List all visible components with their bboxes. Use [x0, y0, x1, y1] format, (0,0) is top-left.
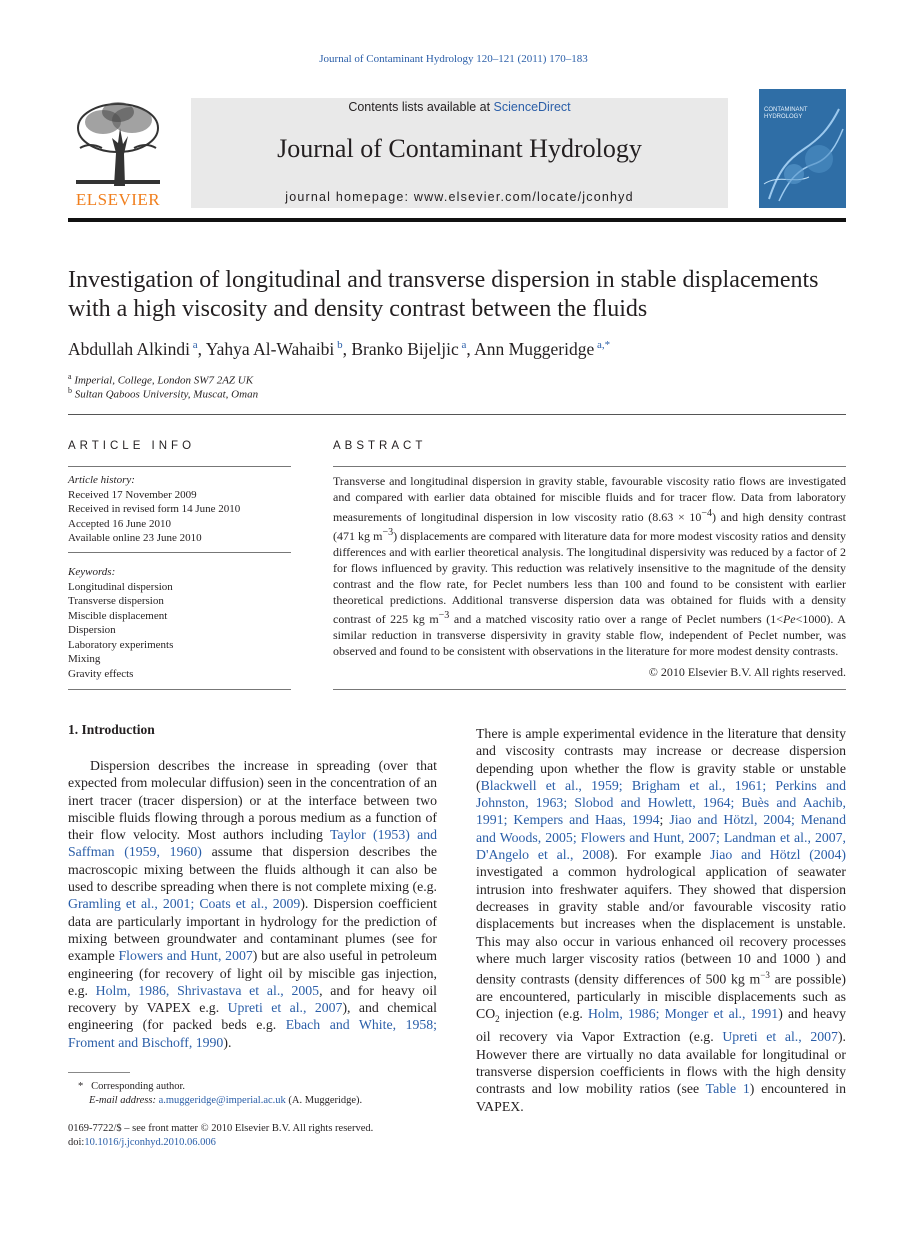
paragraph	[476, 725, 846, 1115]
citation-link[interactable]: Holm, 1986, Shrivastava et al., 2005	[95, 982, 320, 998]
subscript: 2	[495, 1014, 500, 1025]
body-text: injection (e.g.	[499, 1006, 588, 1022]
body-column-left	[68, 757, 437, 1051]
keyword-item: Laboratory experiments	[68, 638, 174, 651]
affiliation-marker[interactable]: b	[334, 339, 343, 352]
front-matter-line: 0169-7722/$ – see front matter © 2010 Elsevier B.V. All rights reserved.	[68, 1123, 374, 1134]
body-text: ).	[223, 1034, 232, 1050]
body-text: ;	[659, 812, 670, 828]
body-text: ). For example	[609, 847, 711, 863]
journal-citation[interactable]: Journal of Contaminant Hydrology 120–121 (2011) 170–183	[319, 53, 588, 65]
author-name: Yahya Al-Wahaibi	[205, 339, 335, 359]
affiliation-marker[interactable]: a	[458, 339, 467, 352]
article-title: Investigation of longitudinal and transverse dispersion in stable displacements with a high viscosity and density contrast between the fluids	[68, 267, 819, 322]
history-item: Received in revised form 14 June 2010	[68, 503, 241, 515]
affiliation-marker[interactable]: a	[190, 339, 198, 352]
title-divider	[68, 414, 846, 415]
body-text: ) and heavy oil recovery via Vapor Extraction (e.g.	[476, 1006, 846, 1045]
elsevier-wordmark: ELSEVIER	[75, 190, 161, 209]
journal-cover	[759, 89, 846, 208]
body-text: ), and chemical engineering (for packed beds e.g.	[68, 1000, 438, 1033]
citation-link[interactable]: Gramling et al., 2001; Coats et al., 2009	[68, 896, 301, 912]
contents-line: Contents lists available at ScienceDirect	[348, 100, 571, 114]
superscript: −3	[760, 970, 770, 981]
affiliation-a: $^a$ Imperial, College, London SW7 2AZ UK	[68, 372, 254, 387]
body-text: assume that dispersion describes the macroscopic mixing between the fluids although it can also be used to describe spreading when there is not complete mixing (e.g.	[68, 844, 437, 895]
doi-line: doi:10.1016/j.jconhyd.2010.06.006	[68, 1137, 216, 1148]
abstract-bottom-rule	[333, 689, 846, 690]
author-list	[68, 339, 610, 360]
author-name: Ann Muggeridge	[474, 339, 595, 359]
body-text: investigated a common hydrological application of seawater intrusion into freshwater aquifers. They showed that dispersion decreases in gravity stable and/or favourable viscosity ratio displacements but increases when the displacement is unstable. This may also occur in various enhanced oil recovery processes where much larger viscosity ratios (between 10 and 1000 ) and density contrasts (density differences of 500 kg m	[476, 864, 846, 987]
history-item: Received 17 November 2009	[68, 488, 197, 501]
keyword-item: Dispersion	[68, 624, 116, 636]
abstract-heading: ABSTRACT	[333, 440, 427, 452]
history-item: Accepted 16 June 2010	[68, 517, 171, 530]
author-name: Branko Bijeljic	[351, 339, 459, 359]
keyword-item: Miscible displacement	[68, 609, 168, 622]
body-text: Dispersion describes the increase in spreading (over that expected from molecular diffusion) seen in the concentration of an inert tracer (tracer dispersion) or at the interface between two miscible fluids flowing through a porous medium as a function of their flow velocity. Most authors including	[68, 758, 437, 843]
copyright-notice: © 2010 Elsevier B.V. All rights reserved.	[648, 665, 846, 679]
abstract-body: Transverse and longitudinal dispersion in gravity stable, favourable viscosity ratio flows are investigated and compared with earlier data obtained for miscible fluids and for tracer flow. Data from laboratory measurements of longitudinal dispersion in low viscosity ratio $(8.63 \times 10^{-4})$ and high density contrast (471 kg $m^{-3}$) displacements are compared with literature data for more modest viscosity ratios and density differences and with earlier theoretical analysis. The longitudinal dispersivity was reduced by a factor of 2 for flows influenced by gravity. This reduction was relatively insensitive to the magnitude of the density contrast and the flow rate, for Peclet numbers less than 100 and found to be consistent with earlier theoretical predictions. Additional transverse dispersion data was obtained for fluids with a density contrast of 225 kg $m^{-3}$ and a matched viscosity ratio over a range of Peclet numbers (1<Pe<1000). A similar reduction in transverse dispersivity in gravity stable flow, independent of Peclet number, was observed and found to be consistent with observations in the literature for more modest density contrasts.	[333, 474, 846, 658]
article-history: Article history: Received 17 November 2009 Received in revised form 14 June 2010 Accepted 16 June 2010 Available online 23 June 2010	[68, 474, 241, 544]
header-rule	[68, 218, 846, 222]
email-link[interactable]: a.muggeridge@imperial.ac.uk	[158, 1095, 286, 1106]
keywords: Keywords: Longitudinal dispersion Transverse dispersion Miscible displacement Dispersion Laboratory experiments Mixing Gravity effects	[68, 566, 174, 680]
history-item: Available online 23 June 2010	[68, 532, 202, 544]
affiliation-marker[interactable]: a,*	[594, 339, 611, 352]
citation-link[interactable]: Upreti et al., 2007	[227, 1000, 343, 1016]
citation-link[interactable]: Holm, 1986; Monger et al., 1991	[587, 1006, 779, 1022]
elsevier-logo	[68, 98, 168, 210]
author-separator: ,	[197, 339, 206, 359]
body-text: There is ample experimental evidence in the literature that density and viscosity contrasts may increase or decrease dispersion depending upon whether the flow is gravity stable or unstable (	[476, 726, 846, 793]
citation-link[interactable]: Table 1	[705, 1081, 750, 1097]
body-text: , and for heavy oil recovery by VAPEX e.g.	[68, 982, 438, 1016]
journal-homepage: journal homepage: www.elsevier.com/locate/jconhyd	[285, 190, 634, 204]
footnote-rule	[68, 1072, 130, 1073]
body-text: ) but are also useful in petroleum engineering (for recovery of light oil by miscible gas injection, e.g.	[68, 948, 437, 998]
doi-link[interactable]: 10.1016/j.jconhyd.2010.06.006	[84, 1137, 216, 1148]
citation-link[interactable]: Blackwell et al., 1959; Brigham et al., 1961; Perkins and Johnston, 1963; Slobod and Howlett, 1964; Buès and Aachib, 1991; Kempers and Haas, 1994	[476, 777, 846, 828]
citation-link[interactable]: Jiao and Hötzl (2004)	[710, 847, 847, 863]
article-info-heading: ARTICLE INFO	[68, 440, 196, 452]
body-column-right	[476, 725, 846, 1115]
keyword-item: Gravity effects	[68, 667, 134, 680]
sciencedirect-link[interactable]: ScienceDirect	[493, 100, 571, 114]
body-text: ). However there are virtually no data available for longitudinal or transverse dispersion coefficients in flows with the high density contrasts and low mobility ratios (see	[476, 1029, 846, 1097]
article-info-rule	[68, 466, 291, 467]
paragraph	[68, 757, 437, 1051]
keyword-item: Mixing	[68, 653, 101, 665]
history-rule	[68, 552, 291, 553]
citation-link[interactable]: Taylor (1953) and Saffman (1959, 1960)	[68, 827, 437, 860]
citation-link[interactable]: Flowers and Hunt, 2007	[118, 948, 253, 964]
author-separator: ,	[466, 339, 475, 359]
cover-title: CONTAMINANT HYDROLOGY	[764, 107, 808, 120]
corresponding-author-note: * Corresponding author.	[78, 1081, 186, 1092]
journal-title: Journal of Contaminant Hydrology	[277, 134, 642, 163]
author-name: Abdullah Alkindi	[68, 339, 191, 359]
section-heading-introduction: 1. Introduction	[68, 722, 155, 737]
author-separator: ,	[342, 339, 352, 359]
keywords-rule	[68, 689, 291, 690]
citation-link[interactable]: Ebach and White, 1958; Froment and Bischoff, 1990	[68, 1017, 437, 1050]
citation-link[interactable]: Upreti et al., 2007	[722, 1029, 838, 1045]
body-text: are possible) are encountered, particularly in miscible displacements such as CO	[476, 971, 846, 1022]
keyword-item: Longitudinal dispersion	[68, 580, 173, 593]
citation-link[interactable]: Jiao and Hötzl, 2004; Menand and Woods, 2005; Flowers and Hunt, 2007; Landman et al., 2007, D'Angelo et al., 2008	[476, 812, 846, 863]
affiliation-b: $^b$ Sultan Qaboos University, Muscat, Oman	[68, 386, 259, 401]
journal-masthead	[191, 98, 728, 208]
body-text: ) encountered in VAPEX.	[476, 1081, 847, 1114]
email-note: E-mail address: a.muggeridge@imperial.ac.uk (A. Muggeridge).	[89, 1095, 363, 1106]
keyword-item: Transverse dispersion	[68, 595, 164, 607]
body-text: ). Dispersion coefficient data are particularly important in hydrology for the prediction of mixing between groundwater and contaminant plumes (see for example	[68, 896, 437, 964]
homepage-url[interactable]: www.elsevier.com/locate/jconhyd	[413, 190, 634, 204]
abstract-rule	[333, 466, 846, 467]
